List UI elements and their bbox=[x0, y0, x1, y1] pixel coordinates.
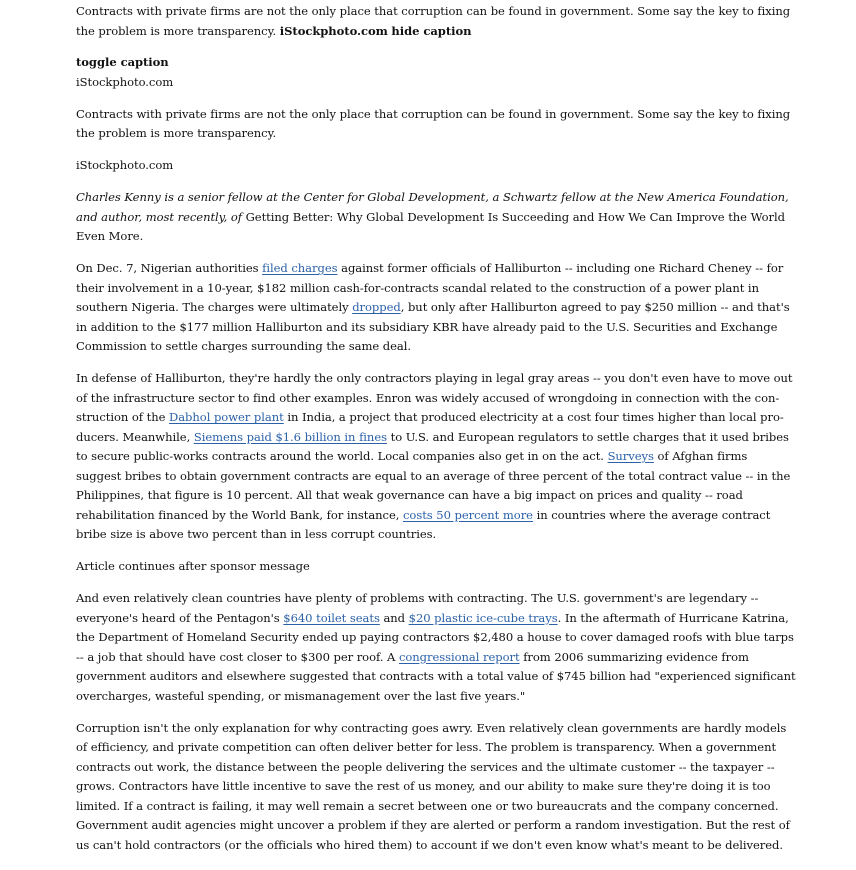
filed-charges-link[interactable]: filed charges bbox=[262, 261, 338, 275]
congressional-report-link[interactable]: congressional report bbox=[398, 649, 520, 664]
dropped-link[interactable]: dropped bbox=[352, 300, 401, 314]
text-run: and bbox=[379, 610, 409, 625]
author-bio bbox=[76, 188, 796, 247]
text-run: in countries where the average contract bribe size is above two percent than in less corrupt countries. bbox=[76, 507, 771, 541]
costs-50-percent-link[interactable]: costs 50 percent more bbox=[403, 507, 533, 522]
article-column bbox=[76, 2, 796, 868]
author-bio-intro: Charles Kenny is a senior fellow at the Center for Global Development, a Schwartz fellow at the New America Foundation, and author, most recently, of bbox=[76, 190, 789, 224]
text-run: And even relatively clean countries have plenty of problems with contracting. The U.S. government's are legendary -- everyone's heard of the Pentagon's bbox=[76, 591, 759, 625]
text-run: of Afghan firms suggest bribes to obtain government contracts are equal to an average of three percent of the total contract value -- in the Philippines, that figure is 10 percent. All that weak governance can have a big impact on prices and quality -- road rehabilitation financed by the World Bank, for instance, bbox=[76, 449, 791, 522]
caption-text-repeat: Contracts with private firms are not the only place that corruption can be found in government. Some say the key to fixing the problem is more transparency. bbox=[76, 106, 791, 140]
caption-credit-inline: iStockphoto.com bbox=[279, 23, 388, 38]
book-title: Getting Better: Why Global Development Is Succeeding and How We Can Improve the World Even More. bbox=[76, 209, 785, 243]
surveys-link[interactable]: Surveys bbox=[607, 449, 654, 463]
paragraph-gray-areas bbox=[76, 369, 796, 545]
photo-credit: iStockphoto.com bbox=[76, 74, 174, 89]
toggle-caption-button[interactable]: toggle caption bbox=[76, 55, 169, 69]
text-run: . In the aftermath of Hurricane Katrina, the Department of Homeland Security ended up paying contractors $2,480 a house to cover damaged roofs with blue tarps -- a job that should have cost closer to $300 per roof. A bbox=[76, 610, 794, 664]
text-run: , but only after Halliburton agreed to pay $250 million -- and that's in addition to the $177 million Halliburton and its subsidiary KBR have already paid to the U.S. Securities and Exchange Commission to settle charges surrounding the same deal. bbox=[76, 300, 790, 353]
image-caption bbox=[76, 2, 796, 41]
caption-text: Contracts with private firms are not the only place that corruption can be found in government. Some say the key to fixing the problem is more transparency. bbox=[76, 4, 791, 38]
text-run: against former officials of Halliburton -- including one Richard Cheney -- for their involvement in a 10-year, $182 million cash-for-contracts scandal related to the construction of a power plant in southern Nigeria. The charges were ultimately bbox=[76, 261, 784, 314]
text-run: to U.S. and European regulators to settle charges that it used bribes to secure public-works contracts around the world. Local companies also get in on the act. bbox=[76, 429, 789, 463]
paragraph-transparency: Corruption isn't the only explanation for why contracting goes awry. Even relatively clean governments are hardly models of efficiency, and private competition can often deliver better for less. The problem is transparency. When a government contracts out work, the distance between the people delivering the services and the ultimate customer -- the taxpayer -- grows. Contractors have little incentive to save the rest of us money, and our ability to make sure they're doing it is too limited. If a contract is failing, it may well remain a secret between one or two bureaucrats and the company concerned. Government audit agencies might uncover a problem if they are alerted or perform a random investigation. But the rest of us can't hold contractors (or the officials who hired them) to account if we don't even know what's meant to be delivered. bbox=[76, 720, 790, 852]
text-run: in India, a project that produced electricity at a cost four times higher than local producers. Meanwhile, bbox=[76, 410, 784, 444]
paragraph-halliburton bbox=[76, 259, 796, 357]
sponsor-message-note: Article continues after sponsor message bbox=[76, 559, 310, 573]
toilet-seats-link[interactable]: $640 toilet seats bbox=[283, 610, 380, 625]
siemens-fines-link[interactable]: Siemens paid $1.6 billion in fines bbox=[193, 429, 387, 444]
text-run: In defense of Halliburton, they're hardly the only contractors playing in legal gray areas -- you don't even have to move out of the infrastructure sector to find other examples. Enron was widely accused of wrongdoing in connection with the construction of the bbox=[76, 371, 793, 424]
paragraph-clean-countries bbox=[76, 589, 796, 706]
hide-caption-button[interactable]: hide caption bbox=[391, 23, 472, 38]
text-run: On Dec. 7, Nigerian authorities bbox=[76, 261, 263, 275]
photo-credit-repeat: iStockphoto.com bbox=[76, 158, 174, 172]
text-run: from 2006 summarizing evidence from government auditors and elsewhere suggested that contracts with a total value of $745 billion had "experienced significant overcharges, wasteful spending, or mismanagement over the last five years." bbox=[76, 649, 796, 703]
dabhol-power-plant-link[interactable]: Dabhol power plant bbox=[169, 410, 284, 424]
ice-cube-trays-link[interactable]: $20 plastic ice-cube trays bbox=[408, 610, 558, 625]
